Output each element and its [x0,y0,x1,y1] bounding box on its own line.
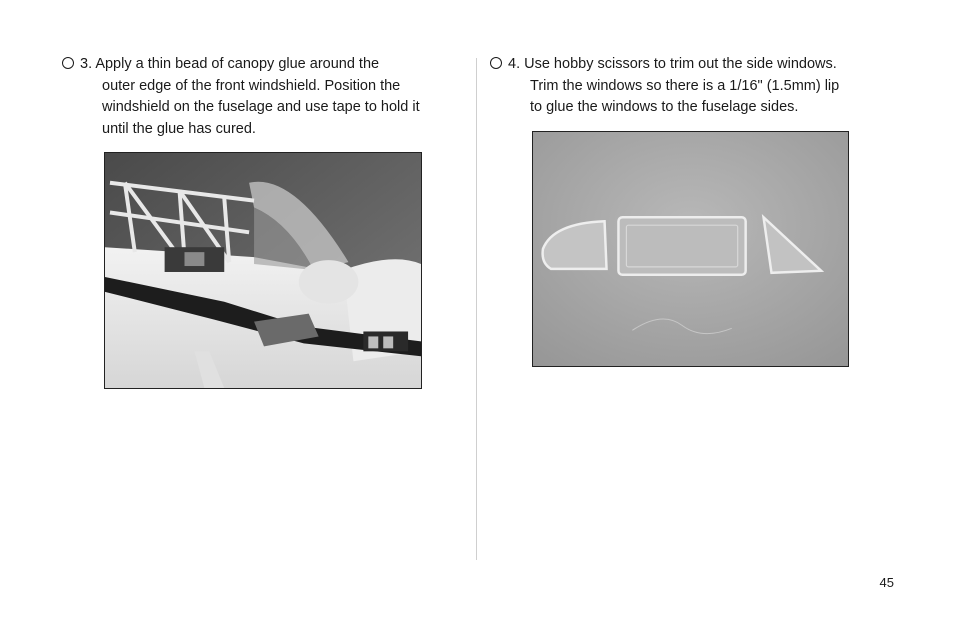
step-4-line-1-text: 4. Use hobby scissors to trim out the side windows. [508,56,837,72]
step-4-line-2: Trim the windows so there is a 1/16" (1.5mm) lip [530,77,840,94]
step-3-line-1 [62,54,442,76]
step-3-line-2: outer edge of the front windshield. Position the [102,77,401,94]
step-4-line-1 [490,54,870,76]
page-number: 45 [879,575,894,590]
column-divider [476,58,477,560]
step-3-line-3: windshield on the fuselage and use tape to hold it [102,99,420,115]
step-4-instructions [490,54,870,119]
step-4-checkbox-icon[interactable] [490,57,502,69]
side-windows-photo [532,131,849,367]
windshield-fuselage-photo [104,152,422,389]
step-3-line-4: until the glue has cured. [102,120,256,137]
step-3-line-1-text: 3. Apply a thin bead of canopy glue around the [80,56,380,72]
step-3-checkbox-icon[interactable] [62,57,74,69]
step-3-instructions [62,54,442,140]
step-4-line-3: to glue the windows to the fuselage sides. [530,99,799,115]
